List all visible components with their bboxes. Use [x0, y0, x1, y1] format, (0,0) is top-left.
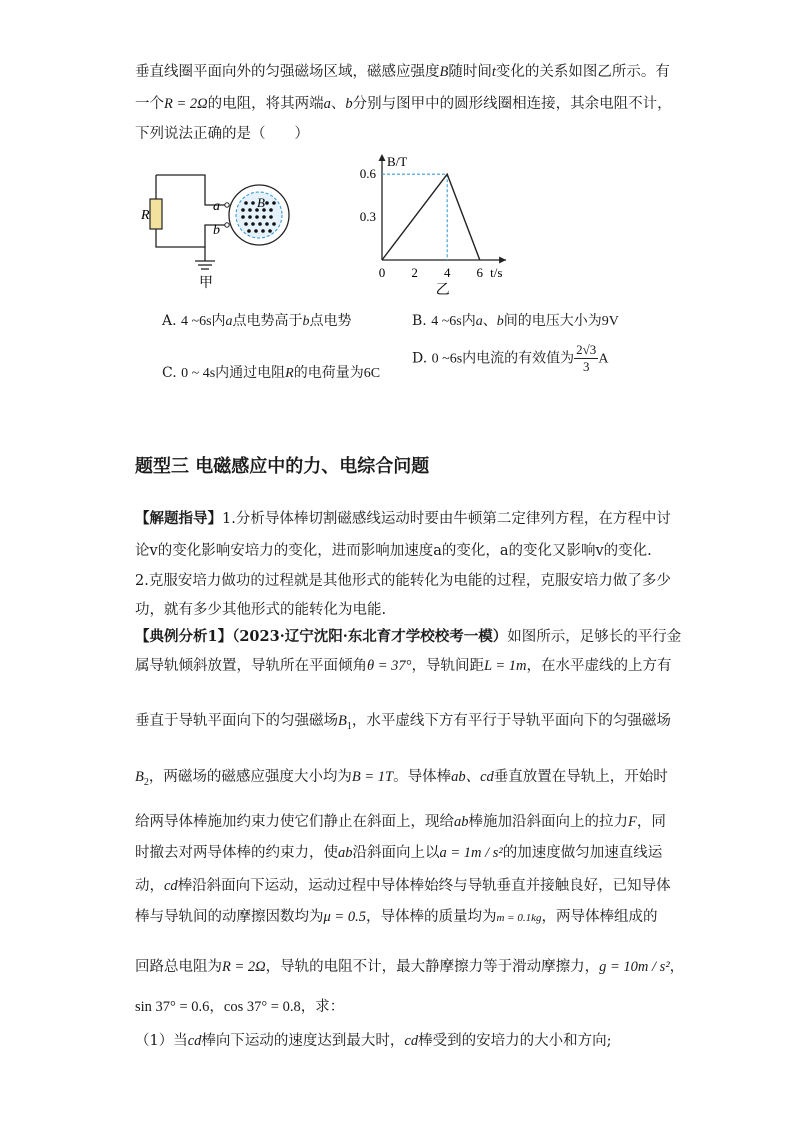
x-axis-label: t/s: [490, 265, 503, 280]
section-title: 题型三 电磁感应中的力、电综合问题: [135, 456, 430, 477]
guide-line-2: 论v的变化影响安培力的变化，进而影响加速度a的变化，a的变化又影响v的变化.: [135, 543, 652, 559]
question-1: （1）当cd棒向下运动的速度达到最大时，cd棒受到的安培力的大小和方向;: [135, 1033, 612, 1049]
example-line-9: 回路总电阻为R = 2Ω，导轨的电阻不计，最大静摩擦力等于滑动摩擦力，g = 10m / s²，: [135, 959, 685, 975]
intro-line-1: 垂直线圈平面向外的匀强磁场区域，磁感应强度B随时间t变化的关系如图乙所示。有: [135, 64, 670, 80]
label-b: b: [213, 223, 220, 238]
option-d[interactable]: D. 0 ~6s内电流的有效值为 $\frac{2√3}{3}$ A: [412, 342, 609, 374]
fraction: $\frac{2√3}{3}$: [576, 342, 597, 374]
example-line-10: sin 37° = 0.6，cos 37° = 0.8，求：: [135, 999, 345, 1015]
example-line-7: 动，cd棒沿斜面向下运动，运动过程中导体棒始终与导轨垂直并接触良好，已知导体: [135, 878, 671, 894]
guide-line-4: 功，就有多少其他形式的能转化为电能.: [135, 602, 387, 618]
example-line-3: 垂直于导轨平面向下的匀强磁场$B_1$，水平虚线下方有平行于导轨平面向下的匀强磁场: [135, 713, 671, 732]
label-B: B: [257, 195, 265, 210]
y-tick-label: 0.3: [359, 209, 376, 225]
b-t-line: [382, 174, 480, 260]
y-tick-label: 0.6: [359, 166, 376, 182]
guide-line-1: 【解题指导】1.分析导体棒切割磁感线运动时要由牛顿第二定律列方程，在方程中讨: [135, 510, 671, 527]
x-tick-label: 6: [476, 265, 484, 280]
x-tick-label: 2: [411, 265, 418, 280]
y-axis-label: B/T: [387, 154, 408, 169]
example-line-4: $B_2$，两磁场的磁感应强度大小均为B = 1T。导体棒ab、cd垂直放置在导轨上，开始时: [135, 769, 668, 788]
resistor-R: [150, 199, 162, 229]
caption-yi: 乙: [435, 283, 450, 295]
b-t-chart: [350, 150, 530, 295]
x-tick-label: 0: [378, 265, 386, 280]
option-c[interactable]: C. 0 ~ 4s内通过电阻R的电荷量为6C: [162, 365, 381, 381]
option-b[interactable]: B. 4 ~6s内a、b间的电压大小为9V: [412, 313, 619, 329]
caption-jia: 甲: [199, 276, 213, 290]
example-line-2: 属导轨倾斜放置，导轨所在平面倾角θ = 37°，导轨间距L = 1m，在水平虚线的上方有: [135, 658, 672, 674]
example-line-5: 给两导体棒施加约束力使它们静止在斜面上，现给ab棒施加沿斜面向上的拉力F，同: [135, 814, 666, 830]
guide-line-3: 2.克服安培力做功的过程就是其他形式的能转化为电能的过程，克服安培力做了多少: [135, 573, 671, 589]
x-tick-label: 4: [443, 265, 451, 280]
intro-line-3: 下列说法正确的是（ ）: [135, 126, 309, 142]
label-a: a: [213, 199, 220, 214]
x-axis-arrow: [499, 257, 506, 264]
intro-line-2: 一个R = 2Ω的电阻，将其两端a、b分别与图甲中的圆形线圈相连接，其余电阻不计，: [135, 96, 672, 112]
example-line-1: 【典例分析1】（2023·辽宁沈阳·东北育才学校校考一模）如图所示，足够长的平行金: [135, 628, 682, 645]
y-axis-arrow: [379, 154, 386, 161]
example-line-6: 时撤去对两导体棒的约束力，使ab沿斜面向上以a = 1m / s²的加速度做匀加速直线运: [135, 845, 663, 861]
example-line-8: 棒与导轨间的动摩擦因数均为μ = 0.5，导体棒的质量均为m = 0.1kg，两导体棒组成的: [135, 909, 658, 925]
label-R: R: [141, 208, 150, 223]
circuit-figure: [135, 165, 310, 290]
option-a[interactable]: A. 4 ~6s内a点电势高于b点电势: [162, 313, 352, 329]
